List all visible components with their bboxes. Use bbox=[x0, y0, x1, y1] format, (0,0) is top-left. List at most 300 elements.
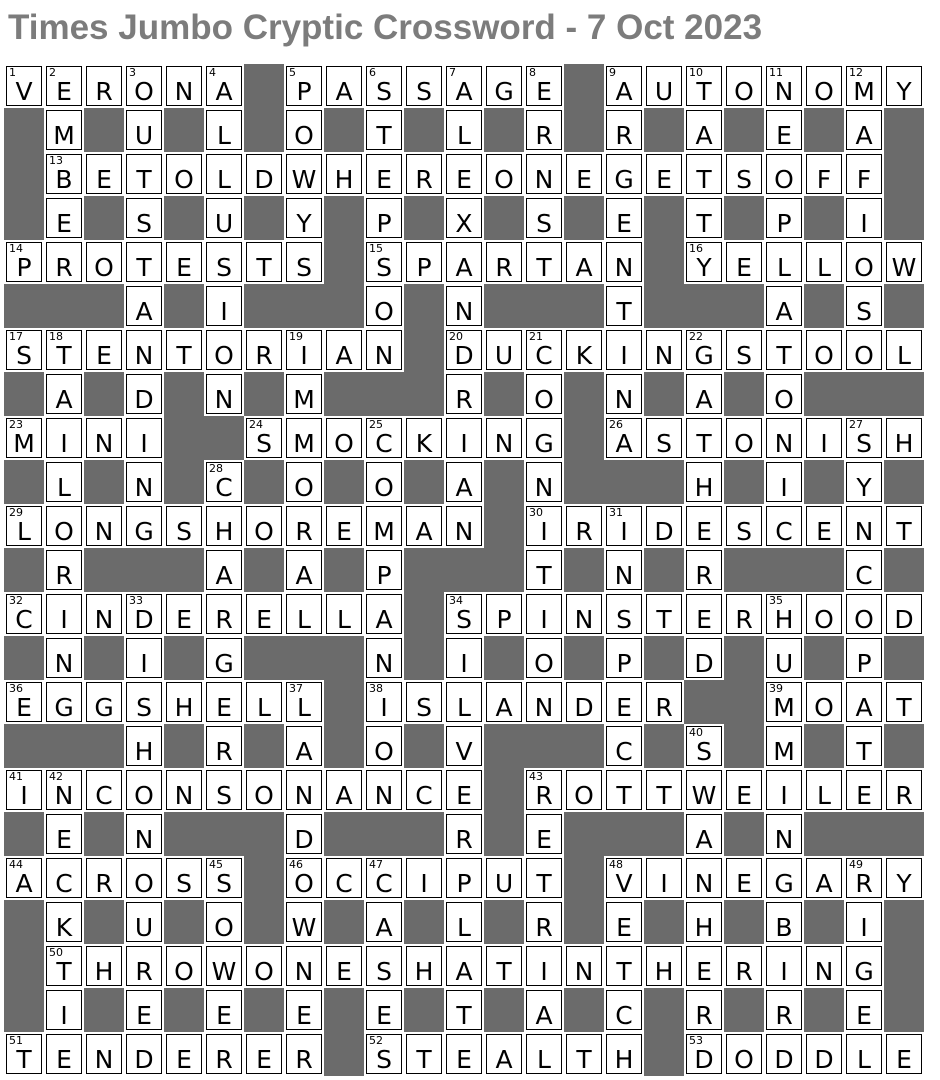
grid-cell[interactable] bbox=[764, 900, 804, 944]
grid-cell[interactable] bbox=[244, 944, 284, 988]
grid-cell[interactable] bbox=[444, 152, 484, 196]
grid-cell[interactable] bbox=[164, 592, 204, 636]
grid-cell[interactable] bbox=[604, 548, 644, 592]
grid-cell[interactable] bbox=[684, 768, 724, 812]
grid-cell[interactable] bbox=[324, 856, 364, 900]
grid-cell[interactable] bbox=[204, 768, 244, 812]
grid-cell[interactable] bbox=[204, 64, 244, 108]
grid-cell[interactable] bbox=[364, 856, 404, 900]
grid-cell[interactable] bbox=[244, 240, 284, 284]
grid-cell[interactable] bbox=[204, 108, 244, 152]
grid-cell[interactable] bbox=[284, 372, 324, 416]
grid-cell[interactable] bbox=[124, 460, 164, 504]
grid-cell[interactable] bbox=[884, 768, 924, 812]
grid-cell[interactable] bbox=[284, 240, 324, 284]
grid-cell[interactable] bbox=[164, 152, 204, 196]
grid-cell[interactable] bbox=[844, 944, 884, 988]
grid-cell[interactable] bbox=[684, 108, 724, 152]
grid-cell[interactable] bbox=[164, 944, 204, 988]
grid-cell[interactable] bbox=[884, 1032, 924, 1076]
grid-cell[interactable] bbox=[844, 328, 884, 372]
grid-cell[interactable] bbox=[684, 900, 724, 944]
grid-cell[interactable] bbox=[164, 856, 204, 900]
grid-cell[interactable] bbox=[804, 680, 844, 724]
grid-cell[interactable] bbox=[884, 680, 924, 724]
grid-cell[interactable] bbox=[204, 944, 244, 988]
grid-cell[interactable] bbox=[884, 328, 924, 372]
grid-cell[interactable] bbox=[404, 416, 444, 460]
grid-cell[interactable] bbox=[364, 548, 404, 592]
grid-cell[interactable] bbox=[684, 196, 724, 240]
grid-cell[interactable] bbox=[884, 504, 924, 548]
grid-cell[interactable] bbox=[764, 196, 804, 240]
grid-cell[interactable] bbox=[444, 240, 484, 284]
grid-cell[interactable] bbox=[604, 636, 644, 680]
grid-cell[interactable] bbox=[484, 1032, 524, 1076]
grid-cell[interactable] bbox=[844, 240, 884, 284]
grid-cell[interactable] bbox=[644, 768, 684, 812]
grid-cell[interactable] bbox=[44, 372, 84, 416]
grid-cell[interactable] bbox=[124, 988, 164, 1032]
grid-cell[interactable] bbox=[684, 416, 724, 460]
grid-cell[interactable] bbox=[204, 900, 244, 944]
grid-cell[interactable] bbox=[4, 328, 44, 372]
grid-cell[interactable] bbox=[564, 1032, 604, 1076]
grid-cell[interactable] bbox=[284, 504, 324, 548]
grid-cell[interactable] bbox=[324, 64, 364, 108]
grid-cell[interactable] bbox=[804, 64, 844, 108]
grid-cell[interactable] bbox=[4, 416, 44, 460]
grid-cell[interactable] bbox=[724, 504, 764, 548]
grid-cell[interactable] bbox=[124, 416, 164, 460]
grid-cell[interactable] bbox=[364, 152, 404, 196]
grid-cell[interactable] bbox=[764, 504, 804, 548]
grid-cell[interactable] bbox=[684, 592, 724, 636]
grid-cell[interactable] bbox=[44, 548, 84, 592]
grid-cell[interactable] bbox=[844, 64, 884, 108]
grid-cell[interactable] bbox=[324, 592, 364, 636]
grid-cell[interactable] bbox=[244, 680, 284, 724]
grid-cell[interactable] bbox=[124, 328, 164, 372]
grid-cell[interactable] bbox=[204, 196, 244, 240]
grid-cell[interactable] bbox=[44, 460, 84, 504]
grid-cell[interactable] bbox=[124, 64, 164, 108]
grid-cell[interactable] bbox=[524, 680, 564, 724]
grid-cell[interactable] bbox=[644, 416, 684, 460]
grid-cell[interactable] bbox=[524, 240, 564, 284]
grid-cell[interactable] bbox=[684, 152, 724, 196]
grid-cell[interactable] bbox=[124, 108, 164, 152]
grid-cell[interactable] bbox=[44, 856, 84, 900]
grid-cell[interactable] bbox=[4, 240, 44, 284]
grid-cell[interactable] bbox=[204, 856, 244, 900]
grid-cell[interactable] bbox=[844, 460, 884, 504]
grid-cell[interactable] bbox=[284, 592, 324, 636]
grid-cell[interactable] bbox=[244, 416, 284, 460]
grid-cell[interactable] bbox=[364, 460, 404, 504]
grid-cell[interactable] bbox=[804, 944, 844, 988]
grid-cell[interactable] bbox=[444, 856, 484, 900]
grid-cell[interactable] bbox=[444, 64, 484, 108]
grid-cell[interactable] bbox=[44, 108, 84, 152]
grid-cell[interactable] bbox=[644, 152, 684, 196]
grid-cell[interactable] bbox=[204, 592, 244, 636]
grid-cell[interactable] bbox=[44, 240, 84, 284]
grid-cell[interactable] bbox=[124, 284, 164, 328]
grid-cell[interactable] bbox=[524, 900, 564, 944]
grid-cell[interactable] bbox=[444, 416, 484, 460]
grid-cell[interactable] bbox=[364, 944, 404, 988]
grid-cell[interactable] bbox=[724, 592, 764, 636]
grid-cell[interactable] bbox=[44, 592, 84, 636]
grid-cell[interactable] bbox=[124, 812, 164, 856]
grid-cell[interactable] bbox=[124, 504, 164, 548]
grid-cell[interactable] bbox=[324, 152, 364, 196]
grid-cell[interactable] bbox=[364, 768, 404, 812]
grid-cell[interactable] bbox=[364, 108, 404, 152]
grid-cell[interactable] bbox=[84, 152, 124, 196]
grid-cell[interactable] bbox=[124, 372, 164, 416]
grid-cell[interactable] bbox=[804, 504, 844, 548]
grid-cell[interactable] bbox=[444, 196, 484, 240]
grid-cell[interactable] bbox=[444, 944, 484, 988]
grid-cell[interactable] bbox=[284, 680, 324, 724]
grid-cell[interactable] bbox=[124, 592, 164, 636]
grid-cell[interactable] bbox=[684, 64, 724, 108]
grid-cell[interactable] bbox=[564, 152, 604, 196]
grid-cell[interactable] bbox=[404, 152, 444, 196]
grid-cell[interactable] bbox=[484, 240, 524, 284]
grid-cell[interactable] bbox=[524, 548, 564, 592]
grid-cell[interactable] bbox=[284, 328, 324, 372]
grid-cell[interactable] bbox=[604, 152, 644, 196]
grid-cell[interactable] bbox=[524, 152, 564, 196]
grid-cell[interactable] bbox=[844, 504, 884, 548]
grid-cell[interactable] bbox=[444, 108, 484, 152]
grid-cell[interactable] bbox=[164, 64, 204, 108]
grid-cell[interactable] bbox=[684, 724, 724, 768]
grid-cell[interactable] bbox=[764, 240, 804, 284]
grid-cell[interactable] bbox=[604, 724, 644, 768]
grid-cell[interactable] bbox=[604, 196, 644, 240]
grid-cell[interactable] bbox=[604, 856, 644, 900]
grid-cell[interactable] bbox=[204, 460, 244, 504]
grid-cell[interactable] bbox=[684, 460, 724, 504]
grid-cell[interactable] bbox=[724, 944, 764, 988]
grid-cell[interactable] bbox=[204, 152, 244, 196]
grid-cell[interactable] bbox=[444, 900, 484, 944]
grid-cell[interactable] bbox=[244, 328, 284, 372]
grid-cell[interactable] bbox=[724, 240, 764, 284]
grid-cell[interactable] bbox=[564, 944, 604, 988]
grid-cell[interactable] bbox=[804, 768, 844, 812]
grid-cell[interactable] bbox=[284, 64, 324, 108]
grid-cell[interactable] bbox=[604, 328, 644, 372]
grid-cell[interactable] bbox=[724, 328, 764, 372]
grid-cell[interactable] bbox=[804, 1032, 844, 1076]
grid-cell[interactable] bbox=[204, 988, 244, 1032]
grid-cell[interactable] bbox=[44, 196, 84, 240]
grid-cell[interactable] bbox=[484, 856, 524, 900]
grid-cell[interactable] bbox=[684, 856, 724, 900]
grid-cell[interactable] bbox=[764, 1032, 804, 1076]
grid-cell[interactable] bbox=[324, 328, 364, 372]
grid-cell[interactable] bbox=[84, 64, 124, 108]
grid-cell[interactable] bbox=[444, 1032, 484, 1076]
grid-cell[interactable] bbox=[724, 416, 764, 460]
grid-cell[interactable] bbox=[604, 504, 644, 548]
grid-cell[interactable] bbox=[364, 592, 404, 636]
grid-cell[interactable] bbox=[44, 768, 84, 812]
grid-cell[interactable] bbox=[884, 240, 924, 284]
grid-cell[interactable] bbox=[4, 680, 44, 724]
grid-cell[interactable] bbox=[204, 548, 244, 592]
grid-cell[interactable] bbox=[84, 592, 124, 636]
grid-cell[interactable] bbox=[604, 240, 644, 284]
grid-cell[interactable] bbox=[44, 680, 84, 724]
grid-cell[interactable] bbox=[284, 548, 324, 592]
grid-cell[interactable] bbox=[524, 64, 564, 108]
grid-cell[interactable] bbox=[764, 372, 804, 416]
grid-cell[interactable] bbox=[84, 1032, 124, 1076]
grid-cell[interactable] bbox=[204, 680, 244, 724]
grid-cell[interactable] bbox=[564, 680, 604, 724]
grid-cell[interactable] bbox=[644, 944, 684, 988]
grid-cell[interactable] bbox=[204, 240, 244, 284]
grid-cell[interactable] bbox=[284, 856, 324, 900]
grid-cell[interactable] bbox=[164, 504, 204, 548]
grid-cell[interactable] bbox=[44, 1032, 84, 1076]
grid-cell[interactable] bbox=[324, 768, 364, 812]
grid-cell[interactable] bbox=[764, 768, 804, 812]
grid-cell[interactable] bbox=[804, 856, 844, 900]
grid-cell[interactable] bbox=[524, 504, 564, 548]
grid-cell[interactable] bbox=[4, 64, 44, 108]
grid-cell[interactable] bbox=[444, 724, 484, 768]
grid-cell[interactable] bbox=[204, 1032, 244, 1076]
grid-cell[interactable] bbox=[364, 900, 404, 944]
grid-cell[interactable] bbox=[844, 900, 884, 944]
grid-cell[interactable] bbox=[604, 768, 644, 812]
grid-cell[interactable] bbox=[604, 900, 644, 944]
grid-cell[interactable] bbox=[684, 988, 724, 1032]
grid-cell[interactable] bbox=[604, 64, 644, 108]
grid-cell[interactable] bbox=[764, 328, 804, 372]
grid-cell[interactable] bbox=[284, 152, 324, 196]
grid-cell[interactable] bbox=[364, 240, 404, 284]
grid-cell[interactable] bbox=[244, 592, 284, 636]
grid-cell[interactable] bbox=[684, 372, 724, 416]
grid-cell[interactable] bbox=[444, 768, 484, 812]
grid-cell[interactable] bbox=[724, 152, 764, 196]
grid-cell[interactable] bbox=[84, 328, 124, 372]
grid-cell[interactable] bbox=[844, 768, 884, 812]
grid-cell[interactable] bbox=[844, 1032, 884, 1076]
grid-cell[interactable] bbox=[604, 416, 644, 460]
grid-cell[interactable] bbox=[364, 680, 404, 724]
grid-cell[interactable] bbox=[524, 372, 564, 416]
grid-cell[interactable] bbox=[524, 196, 564, 240]
grid-cell[interactable] bbox=[844, 724, 884, 768]
grid-cell[interactable] bbox=[4, 504, 44, 548]
grid-cell[interactable] bbox=[124, 636, 164, 680]
grid-cell[interactable] bbox=[524, 768, 564, 812]
grid-cell[interactable] bbox=[804, 592, 844, 636]
grid-cell[interactable] bbox=[84, 768, 124, 812]
grid-cell[interactable] bbox=[444, 812, 484, 856]
grid-cell[interactable] bbox=[524, 592, 564, 636]
grid-cell[interactable] bbox=[204, 636, 244, 680]
grid-cell[interactable] bbox=[44, 152, 84, 196]
grid-cell[interactable] bbox=[524, 856, 564, 900]
grid-cell[interactable] bbox=[444, 988, 484, 1032]
grid-cell[interactable] bbox=[604, 108, 644, 152]
grid-cell[interactable] bbox=[804, 328, 844, 372]
grid-cell[interactable] bbox=[284, 944, 324, 988]
grid-cell[interactable] bbox=[524, 108, 564, 152]
grid-cell[interactable] bbox=[884, 416, 924, 460]
grid-cell[interactable] bbox=[324, 416, 364, 460]
grid-cell[interactable] bbox=[364, 504, 404, 548]
grid-cell[interactable] bbox=[844, 196, 884, 240]
grid-cell[interactable] bbox=[84, 856, 124, 900]
grid-cell[interactable] bbox=[244, 504, 284, 548]
grid-cell[interactable] bbox=[444, 504, 484, 548]
grid-cell[interactable] bbox=[364, 988, 404, 1032]
grid-cell[interactable] bbox=[764, 416, 804, 460]
grid-cell[interactable] bbox=[4, 592, 44, 636]
grid-cell[interactable] bbox=[364, 416, 404, 460]
grid-cell[interactable] bbox=[604, 944, 644, 988]
grid-cell[interactable] bbox=[564, 240, 604, 284]
grid-cell[interactable] bbox=[284, 416, 324, 460]
grid-cell[interactable] bbox=[684, 240, 724, 284]
grid-cell[interactable] bbox=[844, 416, 884, 460]
grid-cell[interactable] bbox=[284, 1032, 324, 1076]
grid-cell[interactable] bbox=[844, 108, 884, 152]
grid-cell[interactable] bbox=[524, 1032, 564, 1076]
grid-cell[interactable] bbox=[364, 284, 404, 328]
grid-cell[interactable] bbox=[324, 944, 364, 988]
grid-cell[interactable] bbox=[284, 812, 324, 856]
grid-cell[interactable] bbox=[164, 768, 204, 812]
grid-cell[interactable] bbox=[564, 592, 604, 636]
grid-cell[interactable] bbox=[124, 152, 164, 196]
grid-cell[interactable] bbox=[44, 900, 84, 944]
grid-cell[interactable] bbox=[84, 240, 124, 284]
grid-cell[interactable] bbox=[404, 856, 444, 900]
grid-cell[interactable] bbox=[804, 152, 844, 196]
grid-cell[interactable] bbox=[844, 680, 884, 724]
grid-cell[interactable] bbox=[444, 592, 484, 636]
grid-cell[interactable] bbox=[164, 1032, 204, 1076]
grid-cell[interactable] bbox=[284, 768, 324, 812]
grid-cell[interactable] bbox=[644, 856, 684, 900]
grid-cell[interactable] bbox=[724, 856, 764, 900]
grid-cell[interactable] bbox=[764, 680, 804, 724]
grid-cell[interactable] bbox=[404, 240, 444, 284]
grid-cell[interactable] bbox=[204, 328, 244, 372]
grid-cell[interactable] bbox=[364, 196, 404, 240]
grid-cell[interactable] bbox=[444, 460, 484, 504]
grid-cell[interactable] bbox=[644, 592, 684, 636]
grid-cell[interactable] bbox=[684, 328, 724, 372]
grid-cell[interactable] bbox=[564, 328, 604, 372]
grid-cell[interactable] bbox=[764, 592, 804, 636]
grid-cell[interactable] bbox=[444, 636, 484, 680]
grid-cell[interactable] bbox=[844, 636, 884, 680]
grid-cell[interactable] bbox=[364, 1032, 404, 1076]
grid-cell[interactable] bbox=[844, 592, 884, 636]
grid-cell[interactable] bbox=[44, 64, 84, 108]
grid-cell[interactable] bbox=[484, 152, 524, 196]
grid-cell[interactable] bbox=[124, 1032, 164, 1076]
grid-cell[interactable] bbox=[804, 416, 844, 460]
grid-cell[interactable] bbox=[844, 856, 884, 900]
grid-cell[interactable] bbox=[124, 724, 164, 768]
grid-cell[interactable] bbox=[444, 284, 484, 328]
grid-cell[interactable] bbox=[524, 944, 564, 988]
grid-cell[interactable] bbox=[364, 724, 404, 768]
grid-cell[interactable] bbox=[244, 152, 284, 196]
grid-cell[interactable] bbox=[604, 988, 644, 1032]
grid-cell[interactable] bbox=[684, 812, 724, 856]
grid-cell[interactable] bbox=[844, 284, 884, 328]
grid-cell[interactable] bbox=[764, 988, 804, 1032]
grid-cell[interactable] bbox=[604, 1032, 644, 1076]
grid-cell[interactable] bbox=[764, 108, 804, 152]
grid-cell[interactable] bbox=[44, 328, 84, 372]
grid-cell[interactable] bbox=[324, 504, 364, 548]
grid-cell[interactable] bbox=[124, 680, 164, 724]
grid-cell[interactable] bbox=[404, 504, 444, 548]
grid-cell[interactable] bbox=[844, 988, 884, 1032]
grid-cell[interactable] bbox=[364, 328, 404, 372]
grid-cell[interactable] bbox=[764, 284, 804, 328]
grid-cell[interactable] bbox=[524, 328, 564, 372]
grid-cell[interactable] bbox=[764, 64, 804, 108]
grid-cell[interactable] bbox=[44, 504, 84, 548]
grid-cell[interactable] bbox=[404, 1032, 444, 1076]
grid-cell[interactable] bbox=[524, 812, 564, 856]
grid-cell[interactable] bbox=[4, 856, 44, 900]
grid-cell[interactable] bbox=[604, 372, 644, 416]
grid-cell[interactable] bbox=[244, 768, 284, 812]
grid-cell[interactable] bbox=[724, 768, 764, 812]
grid-cell[interactable] bbox=[604, 284, 644, 328]
grid-cell[interactable] bbox=[124, 240, 164, 284]
grid-cell[interactable] bbox=[644, 680, 684, 724]
grid-cell[interactable] bbox=[284, 988, 324, 1032]
grid-cell[interactable] bbox=[44, 636, 84, 680]
grid-cell[interactable] bbox=[844, 152, 884, 196]
grid-cell[interactable] bbox=[764, 460, 804, 504]
grid-cell[interactable] bbox=[524, 636, 564, 680]
grid-cell[interactable] bbox=[604, 680, 644, 724]
grid-cell[interactable] bbox=[444, 328, 484, 372]
grid-cell[interactable] bbox=[524, 988, 564, 1032]
grid-cell[interactable] bbox=[84, 416, 124, 460]
grid-cell[interactable] bbox=[284, 196, 324, 240]
grid-cell[interactable] bbox=[124, 768, 164, 812]
grid-cell[interactable] bbox=[884, 856, 924, 900]
grid-cell[interactable] bbox=[604, 592, 644, 636]
grid-cell[interactable] bbox=[684, 636, 724, 680]
grid-cell[interactable] bbox=[204, 724, 244, 768]
grid-cell[interactable] bbox=[644, 64, 684, 108]
grid-cell[interactable] bbox=[764, 944, 804, 988]
grid-cell[interactable] bbox=[84, 680, 124, 724]
